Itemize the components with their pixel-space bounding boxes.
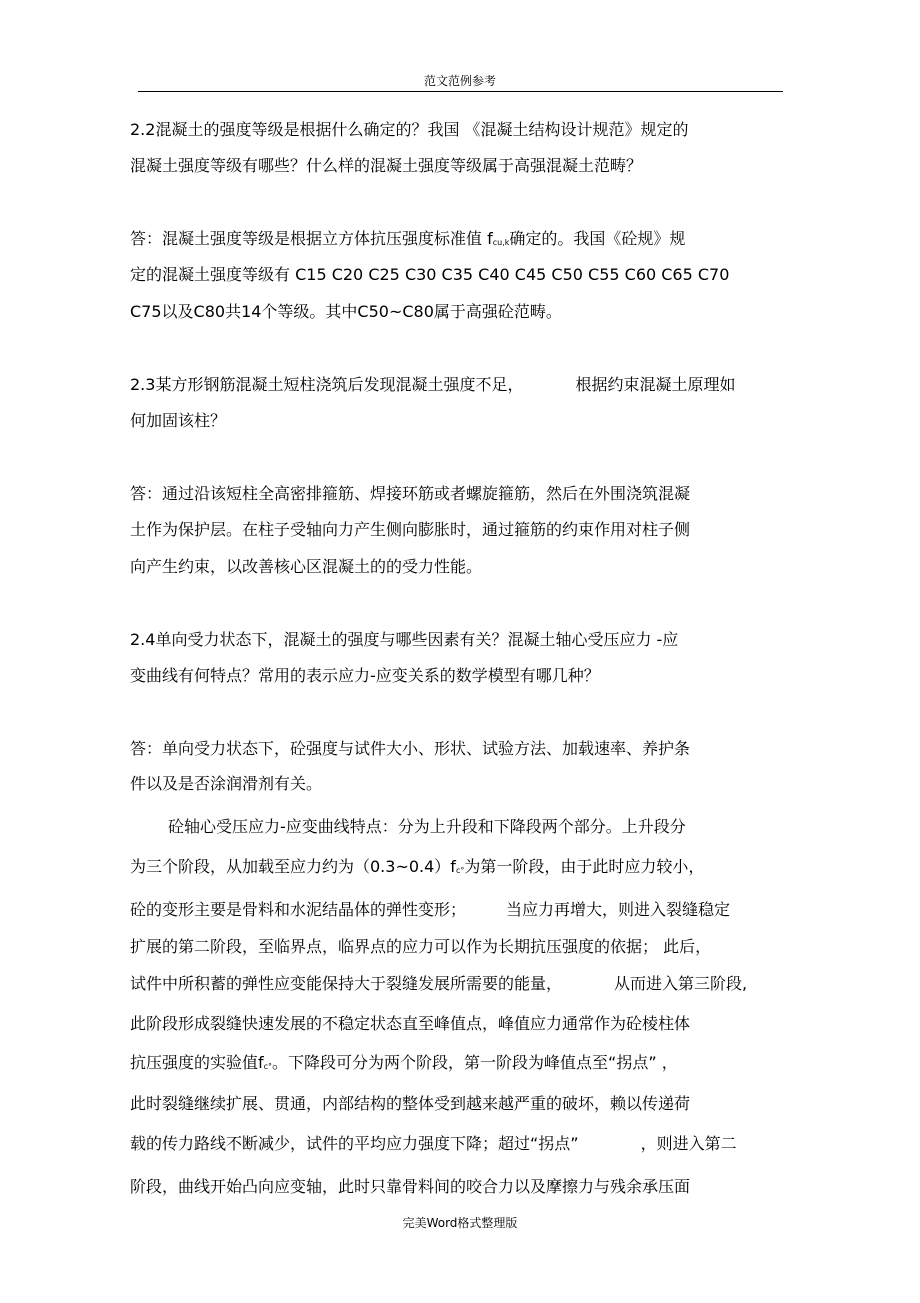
question-2-4-line-2: 变曲线有何特点？常用的表示应力-应变关系的数学模型有哪几种？ [130, 666, 600, 685]
answer-2-4-paragraph-2-line-3 [130, 899, 730, 921]
answer-2-2-text-b: 确定的。我国《砼规》规 [509, 229, 686, 248]
answer-2-2-line-3: C75以及C80共14个等级。其中C50~C80属于高强砼范畴。 [130, 302, 562, 321]
answer-2-4-paragraph-2-line-7 [130, 1052, 678, 1074]
answer-2-2-line-2: 定的混凝土强度等级有 C15 C20 C25 C30 C35 C40 C45 C50 C55 C60 C65 C70 [130, 265, 730, 284]
header-divider [138, 91, 783, 92]
answer-2-3-line-2: 土作为保护层。在柱子受轴向力产生侧向膨胀时，通过箍筋的约束作用对柱子侧 [130, 520, 691, 539]
p2-line3-text-b: 当应力再增大，则进入裂缝稳定 [506, 900, 731, 919]
p2-line7-text-b: 。下降段可分为两个阶段，第一阶段为峰值点至“拐点” ， [272, 1053, 678, 1072]
p2-line3-text-a: 砼的变形主要是骨料和水泥结晶体的弹性变形； [130, 900, 467, 919]
page-footer: 完美Word格式整理版 [402, 1216, 518, 1230]
answer-2-2-text-a: 答：混凝土强度等级是根据立方体抗压强度标准值 f [130, 229, 493, 248]
question-2-2-line-1: 2.2混凝土的强度等级是根据什么确定的？我国 《混凝土结构设计规范》规定的 [130, 120, 689, 139]
p2-line5-text-b: 从而进入第三阶段, [614, 974, 748, 993]
answer-2-3-line-1: 答：通过沿该短柱全高密排箍筋、焊接环筋或者螺旋箍筋，然后在外围浇筑混凝 [130, 484, 691, 503]
answer-2-4-paragraph-2-line-8: 此时裂缝继续扩展、贯通，内部结构的整体受到越来越严重的破坏，赖以传递荷 [130, 1094, 691, 1113]
page-header: 范文范例参考 [423, 74, 496, 88]
p2-line7-text-a: 抗压强度的实验值f [130, 1053, 264, 1072]
answer-2-4-paragraph-2-line-5 [130, 973, 747, 995]
fc-subscript: c° [455, 866, 465, 875]
answer-2-2-line-1 [130, 228, 685, 250]
fc-subscript: c° [263, 1062, 273, 1071]
p2-line2-text-b: 为第一阶段，由于此时应力较小， [464, 857, 705, 876]
p2-line5-text-a: 试件中所积蓄的弹性应变能保持大于裂缝发展所需要的能量， [130, 974, 563, 993]
question-2-3-text-a: 2.3某方形钢筋混凝土短柱浇筑后发现混凝土强度不足， [130, 375, 524, 394]
question-2-2-line-2: 混凝土强度等级有哪些？什么样的混凝土强度等级属于高强混凝土范畴？ [130, 156, 643, 175]
answer-2-4-paragraph-2-line-1: 砼轴心受压应力-应变曲线特点：分为上升段和下降段两个部分。上升段分 [168, 817, 686, 836]
answer-2-4-paragraph-2-line-10: 阶段，曲线开始凸向应变轴，此时只靠骨料间的咬合力以及摩擦力与残余承压面 [130, 1177, 691, 1196]
answer-2-4-paragraph-2-line-6: 此阶段形成裂缝快速发展的不稳定状态直至峰值点，峰值应力通常作为砼棱柱体 [130, 1014, 691, 1033]
question-2-4-line-1: 2.4单向受力状态下，混凝土的强度与哪些因素有关？混凝土轴心受压应力 -应 [130, 630, 679, 649]
p2-line9-text-a: 载的传力路线不断减少，试件的平均应力强度下降；超过“拐点” [130, 1134, 579, 1153]
p2-line2-text-a: 为三个阶段，从加载至应力约为（0.3~0.4）f [130, 857, 456, 876]
answer-2-4-line-1: 答：单向受力状态下，砼强度与试件大小、形状、试验方法、加载速率、养护条 [130, 739, 691, 758]
question-2-3-text-b: 根据约束混凝土原理如 [575, 375, 736, 394]
question-2-3-line-1 [130, 374, 735, 396]
answer-2-4-paragraph-2-line-9 [130, 1133, 737, 1155]
p2-line9-text-b: ，则进入第二 [640, 1134, 737, 1153]
answer-2-3-line-3: 向产生约束，以改善核心区混凝土的的受力性能。 [130, 557, 483, 576]
question-2-3-line-2: 何加固该柱？ [130, 411, 227, 430]
fcuk-subscript: cu,k [492, 238, 510, 247]
answer-2-4-line-2: 件以及是否涂润滑剂有关。 [130, 774, 323, 793]
answer-2-4-paragraph-2-line-2 [130, 856, 704, 878]
answer-2-4-paragraph-2-line-4: 扩展的第二阶段，至临界点，临界点的应力可以作为长期抗压强度的依据； 此后， [130, 937, 712, 956]
